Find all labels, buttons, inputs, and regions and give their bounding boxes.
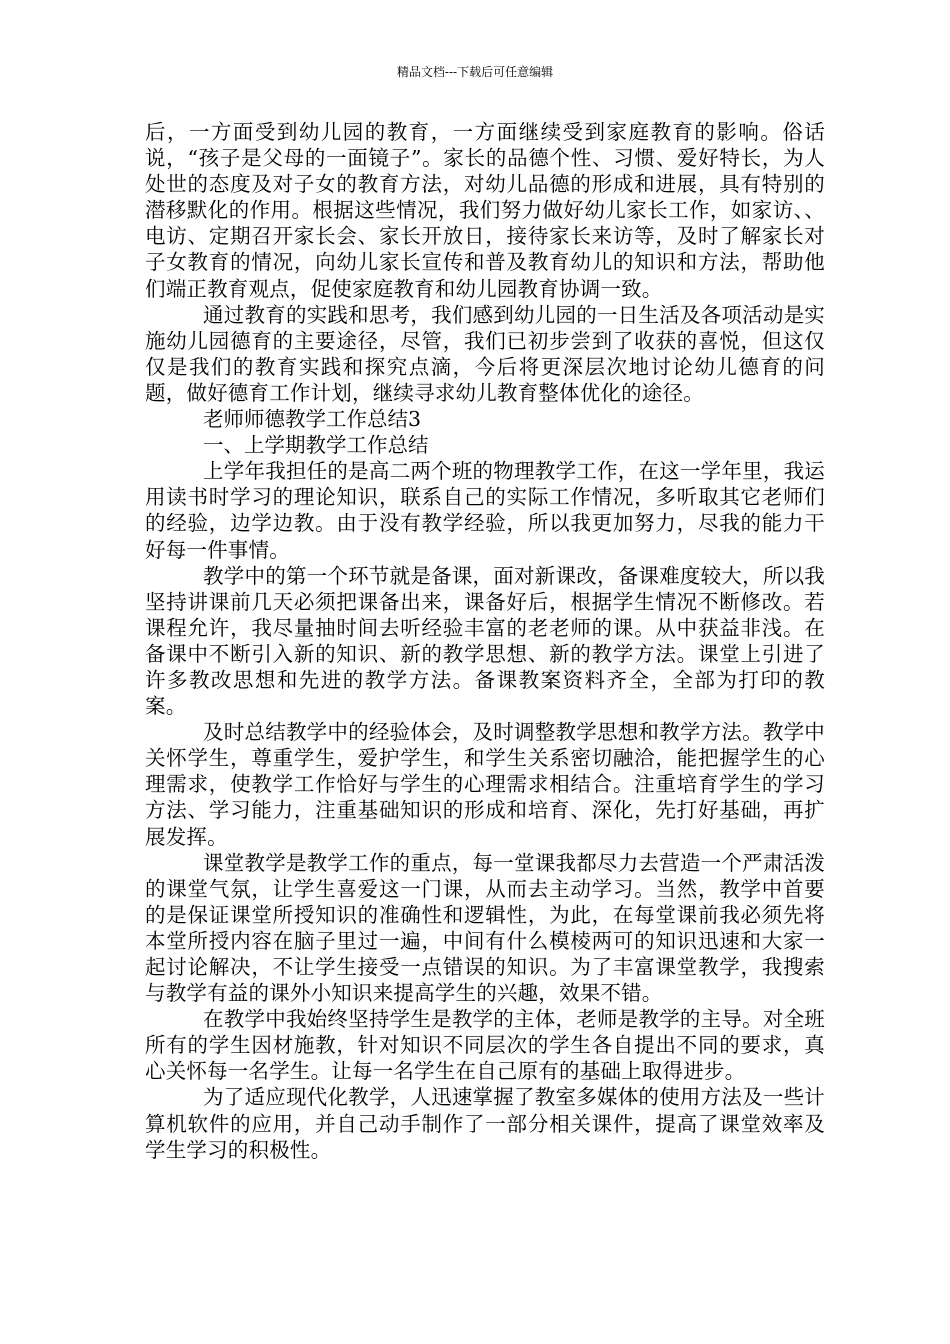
paragraph: 通过教育的实践和思考，我们感到幼儿园的一日生活及各项活动是实施幼儿园德育的主要途径，尽管，我们已初步尝到了收获的喜悦，但这仅仅是我们的教育实践和探究点滴，今后将更深层次地讨论幼儿德育的问题，做好德育工作计划，继续寻求幼儿教育整体优化的途径。 <box>145 302 825 405</box>
paragraph: 在教学中我始终坚持学生是教学的主体，老师是教学的主导。对全班所有的学生因材施教，针对知识不同层次的学生各自提出不同的要求，真心关怀每一名学生。让每一名学生在自己原有的基础上取得进步。 <box>145 1007 825 1084</box>
paragraph: 上学年我担任的是高二两个班的物理教学工作，在这一学年里，我运用读书时学习的理论知识，联系自己的实际工作情况，多听取其它老师们的经验，边学边教。由于没有教学经验，所以我更加努力，尽我的能力干好每一件事情。 <box>145 459 825 562</box>
paragraph: 为了适应现代化教学，人迅速掌握了教室多媒体的使用方法及一些计算机软件的应用，并自己动手制作了一部分相关课件，提高了课堂效率及学生学习的积极性。 <box>145 1085 825 1162</box>
page-header: 精品文档---下载后可任意编辑 <box>396 65 554 79</box>
subsection-title: 一、上学期教学工作总结 <box>203 433 429 458</box>
paragraph: 教学中的第一个环节就是备课，面对新课改，备课难度较大，所以我坚持讲课前几天必须把课备出来，课备好后，根据学生情况不断修改。若课程允许，我尽量抽时间去听经验丰富的老老师的课。从中获益非浅。在备课中不断引入新的知识、新的教学思想、新的教学方法。课堂上引进了许多教改思想和先进的教学方法。备课教案资料齐全，全部为打印的教案。 <box>145 563 825 719</box>
paragraph: 及时总结教学中的经验体会，及时调整教学思想和教学方法。教学中关怀学生，尊重学生，爱护学生，和学生关系密切融洽，能把握学生的心理需求，使教学工作恰好与学生的心理需求相结合。注重培育学生的学习方法、学习能力，注重基础知识的形成和培育、深化，先打好基础，再扩展发挥。 <box>145 720 825 849</box>
paragraph: 后，一方面受到幼儿园的教育，一方面继续受到家庭教育的影响。俗话说，“孩子是父母的一面镜子”。家长的品德个性、习惯、爱好特长，为人处世的态度及对子女的教育方法，对幼儿品德的形成和进展，具有特别的潜移默化的作用。根据这些情况，我们努力做好幼儿家长工作，如家访、、电访、定期召开家长会、家长开放日，接待家长来访等，及时了解家长对子女教育的情况，向幼儿家长宣传和普及教育幼儿的知识和方法，帮助他们端正教育观点，促使家庭教育和幼儿园教育协调一致。 <box>145 120 825 301</box>
paragraph: 课堂教学是教学工作的重点，每一堂课我都尽力去营造一个严肃活泼的课堂气氛，让学生喜爱这一门课，从而去主动学习。当然，教学中首要的是保证课堂所授知识的准确性和逻辑性，为此，在每堂课前我必须先将本堂所授内容在脑子里过一遍，中间有什么模棱两可的知识迅速和大家一起讨论解决，不让学生接受一点错误的知识。为了丰富课堂教学，我搜索与教学有益的课外小知识来提高学生的兴趣，效果不错。 <box>145 850 825 1006</box>
document-body <box>145 119 825 1163</box>
section-title: 老师师德教学工作总结3 <box>203 407 422 432</box>
